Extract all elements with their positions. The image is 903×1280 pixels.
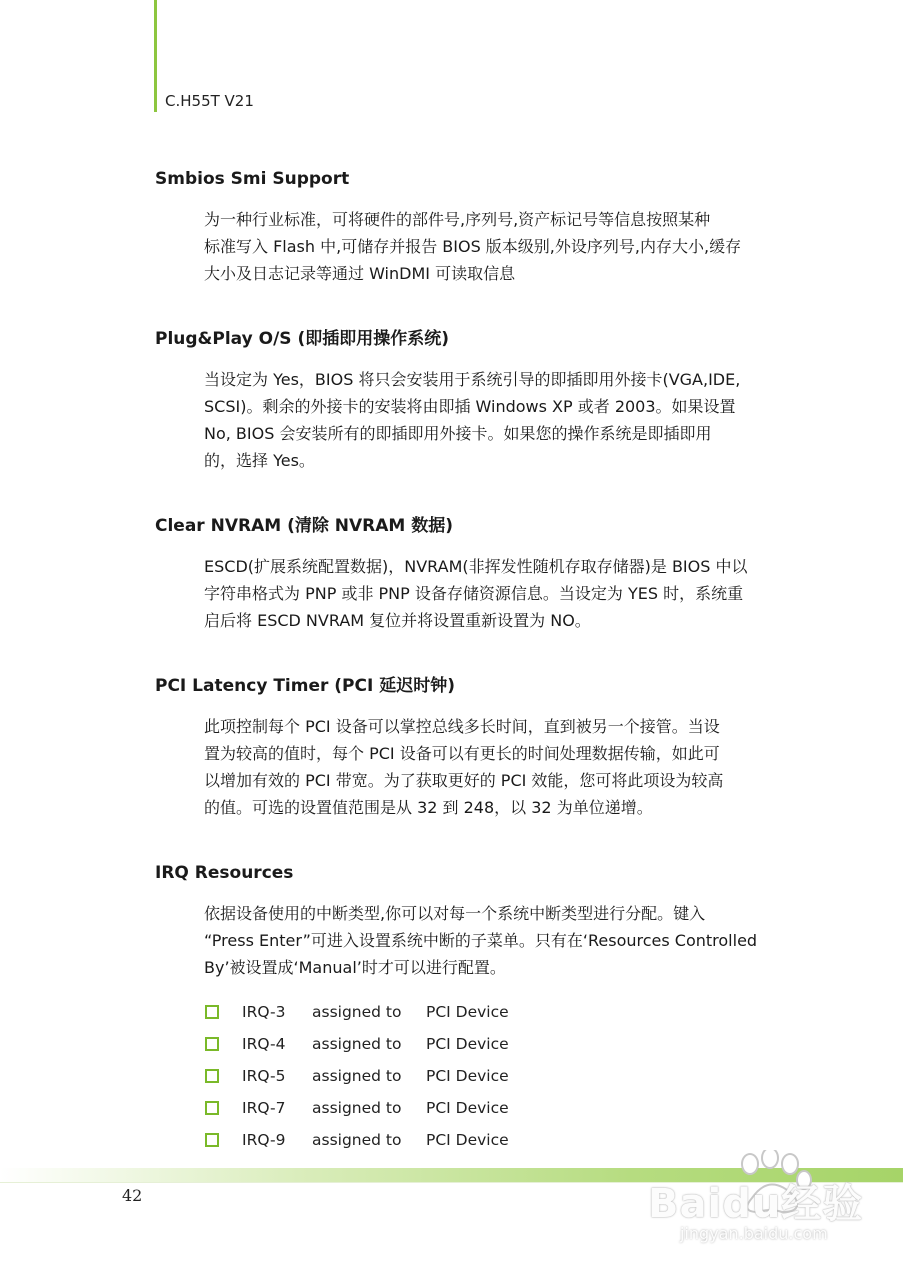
section-title: PCI Latency Timer (PCI 延迟时钟) bbox=[155, 676, 456, 696]
assigned-label: assigned to bbox=[312, 1099, 402, 1117]
assigned-label: assigned to bbox=[312, 1067, 402, 1085]
desc-line: 置为较高的值时，每个 PCI 设备可以有更长的时间处理数据传输，如此可 bbox=[204, 744, 720, 763]
irq-label: IRQ-5 bbox=[242, 1067, 286, 1085]
watermark-brand: Baidu经验 bbox=[648, 1181, 864, 1227]
section-clear-nvram bbox=[155, 515, 795, 634]
model-label: C.H55T V21 bbox=[165, 92, 254, 110]
checkbox-icon bbox=[205, 1101, 219, 1115]
section-title: Plug&Play O/S (即插即用操作系统) bbox=[155, 329, 449, 349]
checkbox-icon bbox=[205, 1005, 219, 1019]
assigned-label: assigned to bbox=[312, 1003, 402, 1021]
section-plug-and-play bbox=[155, 328, 795, 474]
desc-line: No, BIOS 会安装所有的即插即用外接卡。如果您的操作系统是即插即用 bbox=[204, 424, 712, 443]
desc-line: “Press Enter”可进入设置系统中断的子菜单。只有在‘Resources Controlled bbox=[204, 931, 758, 950]
section-description bbox=[204, 366, 794, 474]
device-label: PCI Device bbox=[426, 1035, 509, 1053]
assigned-label: assigned to bbox=[312, 1035, 402, 1053]
desc-line: 依据设备使用的中断类型,你可以对每一个系统中断类型进行分配。键入 bbox=[204, 904, 706, 923]
desc-line: 大小及日志记录等通过 WinDMI 可读取信息 bbox=[204, 264, 516, 283]
desc-line: 启后将 ESCD NVRAM 复位并将设置重新设置为 NO。 bbox=[204, 611, 591, 630]
checkbox-icon bbox=[205, 1037, 219, 1051]
irq-label: IRQ-7 bbox=[242, 1099, 286, 1117]
header-accent-rule bbox=[154, 0, 157, 112]
desc-line: 标准写入 Flash 中,可储存并报告 BIOS 版本级别,外设序列号,内存大小,缓存 bbox=[204, 237, 742, 256]
section-irq-resources bbox=[155, 862, 795, 981]
baidu-watermark bbox=[640, 1150, 890, 1250]
device-label: PCI Device bbox=[426, 1067, 509, 1085]
device-label: PCI Device bbox=[426, 1003, 509, 1021]
desc-line: 此项控制每个 PCI 设备可以掌控总线多长时间，直到被另一个接管。当设 bbox=[204, 717, 720, 736]
section-description bbox=[204, 713, 794, 821]
irq-label: IRQ-4 bbox=[242, 1035, 286, 1053]
list-item bbox=[205, 1124, 509, 1156]
section-description bbox=[204, 553, 794, 634]
irq-assignment-list bbox=[205, 996, 509, 1156]
device-label: PCI Device bbox=[426, 1099, 509, 1117]
section-smbios-smi-support bbox=[155, 168, 795, 287]
irq-label: IRQ-9 bbox=[242, 1131, 286, 1149]
desc-line: 字符串格式为 PNP 或非 PNP 设备存储资源信息。当设定为 YES 时，系统重 bbox=[204, 584, 744, 603]
assigned-label: assigned to bbox=[312, 1131, 402, 1149]
list-item bbox=[205, 996, 509, 1028]
desc-line: 的，选择 Yes。 bbox=[204, 451, 315, 470]
section-description bbox=[204, 206, 794, 287]
section-title: Smbios Smi Support bbox=[155, 169, 350, 189]
list-item bbox=[205, 1028, 509, 1060]
desc-line: By’被设置成‘Manual’时才可以进行配置。 bbox=[204, 958, 506, 977]
checkbox-icon bbox=[205, 1133, 219, 1147]
section-title: IRQ Resources bbox=[155, 863, 294, 883]
watermark-url: jingyan.baidu.com bbox=[680, 1224, 828, 1243]
section-title: Clear NVRAM (清除 NVRAM 数据) bbox=[155, 516, 453, 536]
desc-line: SCSI)。剩余的外接卡的安装将由即插 Windows XP 或者 2003。如果设置 bbox=[204, 397, 736, 416]
list-item bbox=[205, 1092, 509, 1124]
device-label: PCI Device bbox=[426, 1131, 509, 1149]
desc-line: 当设定为 Yes，BIOS 将只会安装用于系统引导的即插即用外接卡(VGA,IDE, bbox=[204, 370, 741, 389]
page-number: 42 bbox=[122, 1186, 143, 1205]
section-description bbox=[204, 900, 794, 981]
checkbox-icon bbox=[205, 1069, 219, 1083]
desc-line: 的值。可选的设置值范围是从 32 到 248，以 32 为单位递增。 bbox=[204, 798, 653, 817]
desc-line: 为一种行业标准，可将硬件的部件号,序列号,资产标记号等信息按照某种 bbox=[204, 210, 711, 229]
irq-label: IRQ-3 bbox=[242, 1003, 286, 1021]
section-pci-latency-timer bbox=[155, 675, 795, 821]
desc-line: ESCD(扩展系统配置数据)，NVRAM(非挥发性随机存取存储器)是 BIOS 中以 bbox=[204, 557, 748, 576]
desc-line: 以增加有效的 PCI 带宽。为了获取更好的 PCI 效能，您可将此项设为较高 bbox=[204, 771, 724, 790]
list-item bbox=[205, 1060, 509, 1092]
